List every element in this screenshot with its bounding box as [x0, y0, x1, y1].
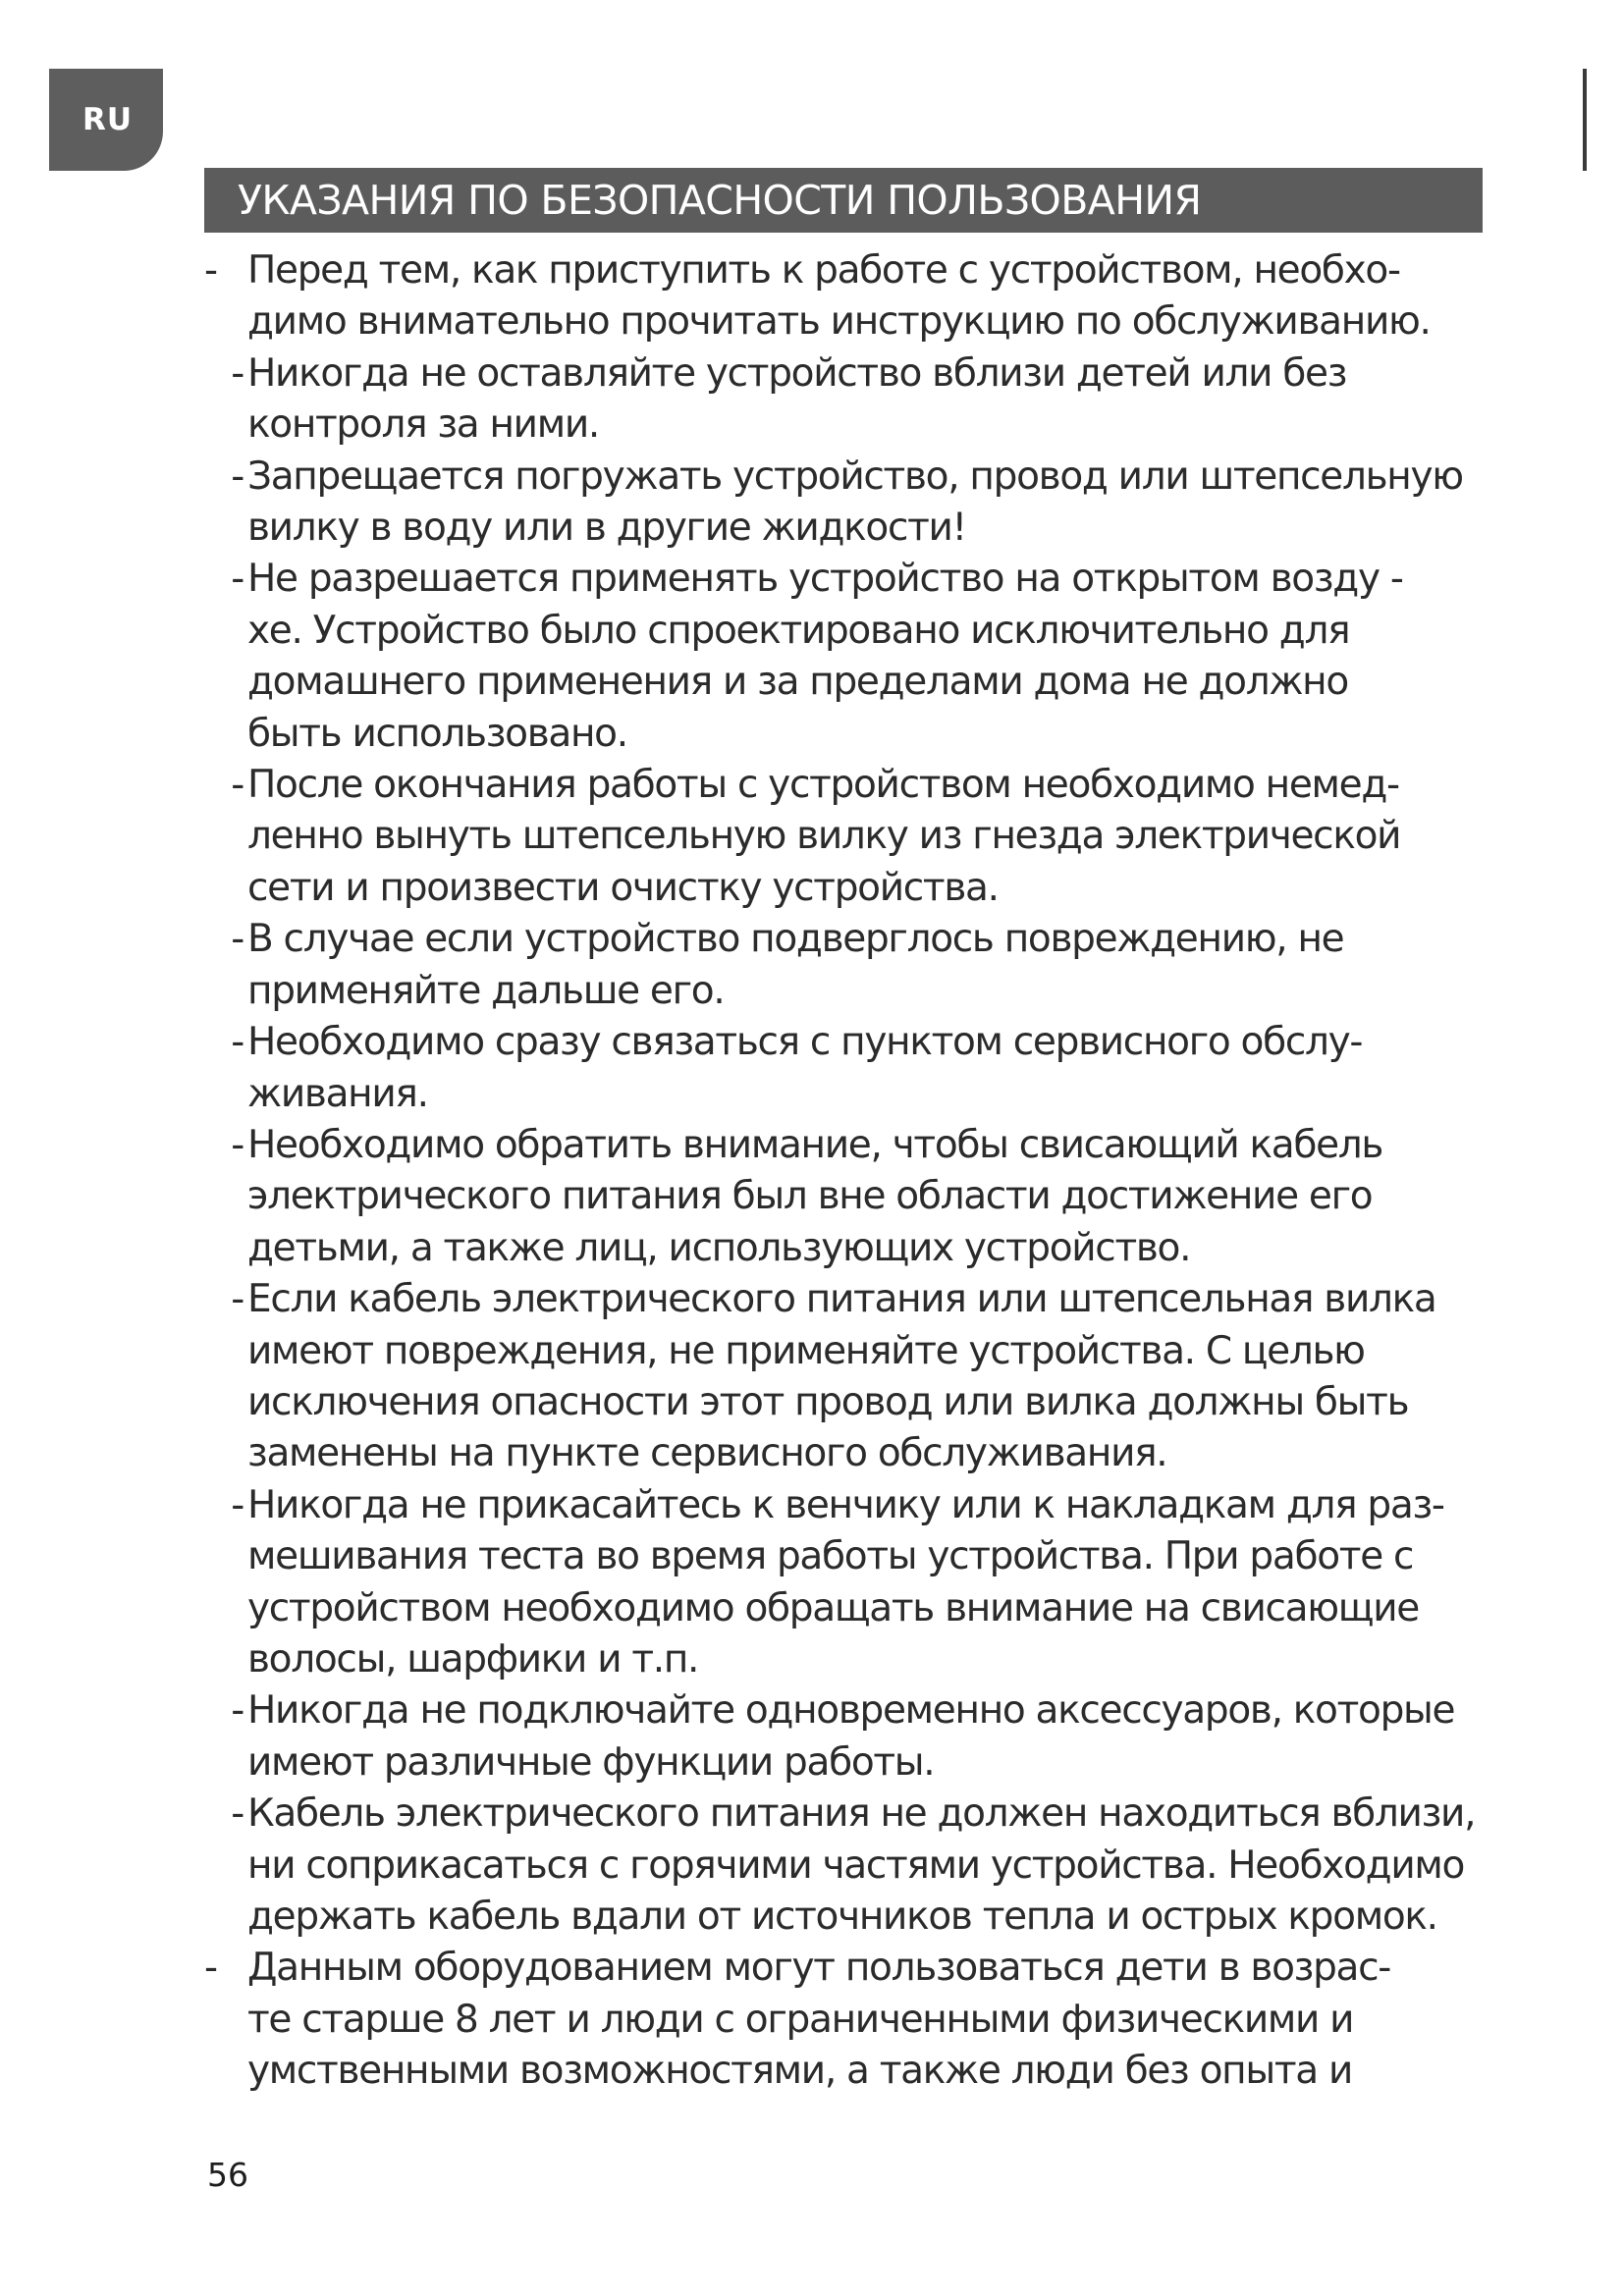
instruction-line: имеют повреждения, не применяйте устройства. С целью — [247, 1328, 1365, 1373]
instruction-line: детьми, а также лиц, использующих устройство. — [247, 1225, 1191, 1270]
instruction-line: Никогда не оставляйте устройство вблизи детей или без — [247, 350, 1347, 396]
instruction-item — [204, 348, 1510, 452]
instruction-line: Необходимо сразу связаться с пунктом сервисного обслу- — [247, 1020, 1363, 1065]
instruction-line: димо внимательно прочитать инструкцию по обслуживанию. — [247, 299, 1431, 345]
instruction-line: применяйте дальше его. — [247, 968, 725, 1013]
section-title: УКАЗАНИЯ ПО БЕЗОПАСНОСТИ ПОЛЬЗОВАНИЯ — [204, 168, 1483, 233]
instruction-line: Если кабель электрического питания или штепсельная вилка — [247, 1277, 1436, 1322]
instruction-line: мешивания теста во время работы устройства. При работе с — [247, 1534, 1414, 1579]
instruction-item — [204, 1789, 1510, 1943]
instruction-line: живания. — [247, 1071, 428, 1116]
instruction-marker: - — [231, 350, 244, 396]
instruction-line: ленно вынуть штепсельную вилку из гнезда электрической — [247, 814, 1401, 859]
page-edge-mark — [1583, 69, 1587, 171]
instruction-line: Никогда не подключайте одновременно аксессуаров, которые — [247, 1688, 1455, 1734]
instruction-line: хе. Устройство было спроектировано исключительно для — [247, 608, 1350, 653]
instruction-marker: - — [231, 763, 244, 808]
instruction-line: Данным оборудованием могут пользоваться дети в возрас- — [247, 1946, 1391, 1991]
instruction-marker: - — [231, 1277, 244, 1322]
instruction-line: Кабель электрического питания не должен находиться вблизи, — [247, 1791, 1476, 1837]
instruction-line: После окончания работы с устройством необходимо немед- — [247, 763, 1399, 808]
instruction-line: быть использовано. — [247, 711, 627, 756]
instruction-item — [204, 914, 1510, 1017]
instruction-line: умственными возможностями, а также люди без опыта и — [247, 2049, 1352, 2094]
instruction-item — [204, 1480, 1510, 1686]
instruction-marker: - — [204, 248, 217, 293]
instruction-marker: - — [231, 1482, 244, 1527]
instruction-line: контроля за ними. — [247, 402, 599, 448]
instruction-line: Перед тем, как приступить к работе с устройством, необхо- — [247, 248, 1400, 293]
instruction-line: Запрещается погружать устройство, провод или штепсельную — [247, 454, 1463, 499]
instruction-line: те старше 8 лет и люди с ограниченными физическими и — [247, 1997, 1354, 2042]
instruction-line: электрического питания был вне области достижение его — [247, 1174, 1373, 1219]
instruction-line: Не разрешается применять устройство на открытом возду - — [247, 557, 1403, 602]
instruction-line: держать кабель вдали от источников тепла и острых кромок. — [247, 1895, 1437, 1939]
instruction-item — [204, 1943, 1510, 2097]
instruction-line: сети и произвести очистку устройства. — [247, 865, 999, 910]
instruction-line: ни соприкасаться с горячими частями устройства. Необходимо — [247, 1842, 1465, 1888]
instruction-marker: - — [231, 1791, 244, 1837]
instruction-item — [204, 554, 1510, 760]
instruction-marker: - — [231, 454, 244, 499]
instruction-item — [204, 1685, 1510, 1789]
instruction-item — [204, 1017, 1510, 1120]
instruction-line: домашнего применения и за пределами дома не должно — [247, 660, 1348, 705]
instruction-item — [204, 760, 1510, 914]
instruction-marker: - — [231, 1020, 244, 1065]
instruction-item — [204, 1120, 1510, 1274]
language-tab: RU — [49, 69, 163, 171]
instruction-line: волосы, шарфики и т.п. — [247, 1636, 699, 1682]
instruction-item — [204, 452, 1510, 555]
instruction-item — [204, 245, 1510, 348]
instruction-line: Необходимо обратить внимание, чтобы свисающий кабель — [247, 1122, 1383, 1167]
instruction-item — [204, 1274, 1510, 1480]
instruction-marker: - — [231, 917, 244, 962]
instruction-line: В случае если устройство подверглось повреждению, не — [247, 917, 1344, 962]
instruction-line: вилку в воду или в другие жидкости! — [247, 506, 966, 551]
instruction-line: устройством необходимо обращать внимание на свисающие — [247, 1585, 1419, 1630]
instruction-marker: - — [231, 1122, 244, 1167]
instruction-marker: - — [204, 1946, 217, 1991]
instruction-line: заменены на пункте сервисного обслуживания. — [247, 1431, 1167, 1476]
instruction-line: Никогда не прикасайтесь к венчику или к накладкам для раз- — [247, 1482, 1444, 1527]
instruction-marker: - — [231, 557, 244, 602]
safety-instructions-list — [204, 245, 1510, 2098]
page-number: 56 — [207, 2156, 248, 2194]
instruction-line: имеют различные функции работы. — [247, 1739, 935, 1785]
instruction-line: исключения опасности этот провод или вилка должны быть — [247, 1379, 1409, 1424]
instruction-marker: - — [231, 1688, 244, 1734]
